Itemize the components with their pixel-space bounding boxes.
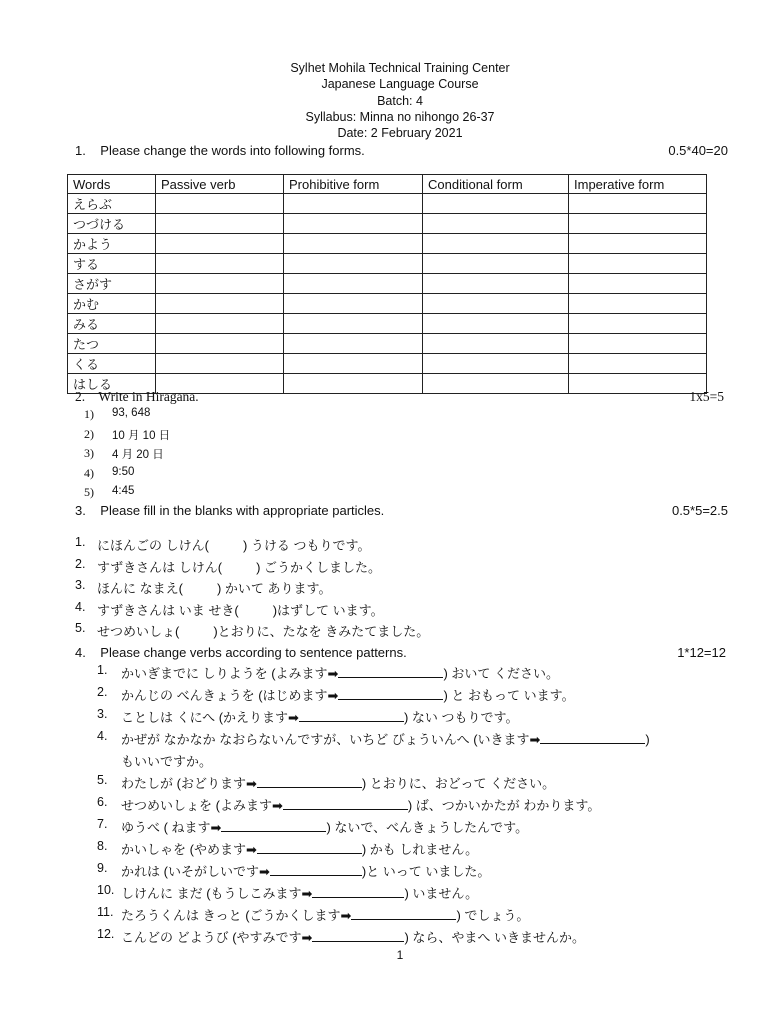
answer-cell[interactable]: [569, 234, 707, 254]
sentence: [121, 773, 555, 795]
answer-blank[interactable]: [270, 862, 362, 876]
item-number: 2.: [97, 685, 108, 699]
item-number: 10.: [97, 883, 115, 897]
sentence: [121, 861, 490, 883]
list-item: [75, 621, 429, 643]
answer-cell[interactable]: [569, 274, 707, 294]
question-number: 3.: [75, 503, 86, 518]
sentence: [121, 795, 600, 817]
list-item: [97, 861, 650, 883]
word-cell: みる: [68, 314, 156, 334]
word-cell: くる: [68, 354, 156, 374]
item-number: 7.: [97, 817, 108, 831]
list-item: [97, 685, 650, 707]
answer-cell[interactable]: [284, 254, 423, 274]
sentence: [121, 707, 518, 729]
answer-cell[interactable]: [569, 294, 707, 314]
answer-cell[interactable]: [284, 274, 423, 294]
sentence-start: せつめいしょ(: [97, 624, 180, 639]
sentence-end: ) でしょう。: [456, 908, 530, 923]
item-number: 5.: [75, 621, 86, 635]
list-item: [84, 485, 170, 505]
question-2-marks: 1x5=5: [689, 389, 724, 404]
sentence: [121, 663, 559, 685]
sentence-end: ) ない つもりです。: [403, 710, 519, 725]
table-row: [68, 294, 707, 314]
answer-blank[interactable]: [338, 664, 443, 678]
verb-forms-table: [67, 174, 707, 394]
sentence-start: かいぎまでに しりようを (よみます➡: [121, 666, 339, 681]
sentence-end: ) うける つもりです。: [242, 538, 371, 553]
question-number: 4.: [75, 645, 86, 660]
list-item: [97, 883, 650, 905]
sentence-start: たろうくんは きっと (ごうかくします➡: [121, 908, 352, 923]
question-3: [75, 503, 384, 518]
list-item: [75, 557, 429, 579]
answer-blank[interactable]: [540, 730, 645, 744]
answer-blank[interactable]: [299, 708, 404, 722]
sentence-end: ) いません。: [404, 886, 479, 901]
item-number: 11.: [97, 905, 114, 919]
item-number: 2.: [75, 556, 86, 571]
table-row: [68, 334, 707, 354]
item-number: 1.: [97, 663, 108, 677]
table-row: [68, 274, 707, 294]
item-number: 8.: [97, 839, 108, 853]
document-header: [0, 60, 768, 141]
answer-blank[interactable]: [257, 840, 362, 854]
word-cell: さがす: [68, 274, 156, 294]
table-row: [68, 354, 707, 374]
sentence-end: ): [645, 732, 650, 747]
answer-cell[interactable]: [156, 274, 284, 294]
sentence-end: ) おいて ください。: [443, 666, 560, 681]
word-cell: かむ: [68, 294, 156, 314]
item-number: 1): [84, 407, 94, 421]
item-number: 3.: [97, 707, 108, 721]
particle-blank[interactable]: [222, 557, 256, 579]
list-item: [97, 729, 650, 773]
sentence-start: ことしは くにへ (かえります➡: [121, 710, 299, 725]
sentence-start: せつめいしょを (よみます➡: [121, 798, 283, 813]
list-item: [97, 905, 650, 927]
list-item: [97, 839, 650, 861]
item-text: 4:45: [112, 485, 135, 497]
sentence-start: かれは (いそがしいです➡: [121, 864, 270, 879]
list-item: [75, 535, 429, 557]
question-2: [75, 389, 199, 405]
answer-cell[interactable]: [284, 374, 423, 394]
answer-blank[interactable]: [257, 774, 362, 788]
word-cell: かよう: [68, 234, 156, 254]
answer-cell[interactable]: [423, 214, 569, 234]
word-cell: たつ: [68, 334, 156, 354]
particle-blank[interactable]: [209, 535, 243, 557]
page-number: 1: [396, 948, 404, 962]
answer-cell[interactable]: [423, 314, 569, 334]
sentence-continuation: もいいですか。: [121, 754, 213, 769]
sentence-end: ) とおりに、おどって ください。: [361, 776, 556, 791]
answer-cell[interactable]: [423, 374, 569, 394]
date: Date: 2 February 2021: [337, 126, 463, 141]
sentence: [121, 729, 650, 773]
sentence: [121, 905, 529, 927]
item-number: 5): [84, 485, 94, 499]
answer-cell[interactable]: [284, 234, 423, 254]
sentence-start: ほんに なまえ(: [97, 581, 183, 596]
table-row: [68, 234, 707, 254]
sentence-start: ゆうべ ( ねます➡: [121, 820, 222, 835]
answer-cell[interactable]: [569, 334, 707, 354]
word-cell: する: [68, 254, 156, 274]
syllabus: Syllabus: Minna no nihongo 26-37: [305, 109, 495, 124]
column-header: Conditional form: [423, 175, 569, 194]
answer-cell[interactable]: [156, 214, 284, 234]
course-name: Japanese Language Course: [321, 77, 479, 92]
answer-cell[interactable]: [569, 214, 707, 234]
column-header: Words: [68, 175, 156, 194]
list-item: [97, 773, 650, 795]
sentence-end: ) なら、やまへ いきませんか。: [404, 930, 586, 945]
sentence-end: ) ないで、べんきょうしたんです。: [326, 820, 529, 835]
question-text: Please fill in the blanks with appropriate particles.: [100, 503, 385, 518]
answer-cell[interactable]: [569, 254, 707, 274]
table-row: [68, 314, 707, 334]
list-item: [75, 600, 429, 622]
sentence-end: )とおりに、たなを きみたてました。: [213, 624, 430, 639]
item-number: 9.: [97, 861, 108, 875]
question-4: [75, 645, 407, 660]
item-number: 5.: [97, 773, 108, 787]
item-text: 9:50: [112, 465, 135, 478]
school-name: Sylhet Mohila Technical Training Center: [290, 61, 510, 75]
word-cell: えらぶ: [68, 194, 156, 214]
question-number: 2.: [75, 389, 86, 404]
answer-cell[interactable]: [156, 294, 284, 314]
item-number: 4): [84, 465, 94, 480]
answer-cell[interactable]: [423, 254, 569, 274]
particle-blank[interactable]: [179, 621, 213, 643]
sentence: [121, 883, 478, 905]
sentence-end: ) と おもって います。: [443, 688, 575, 703]
sentence-end: )はずして います。: [272, 602, 384, 618]
answer-cell[interactable]: [156, 354, 284, 374]
sentence-start: こんどの どようび (やすみです➡: [121, 930, 313, 945]
answer-cell[interactable]: [423, 194, 569, 214]
sentence-start: すずきさんは いま せき(: [97, 602, 239, 618]
table-row: [68, 214, 707, 234]
item-number: 12.: [97, 927, 115, 941]
list-item: [97, 795, 650, 817]
answer-blank[interactable]: [221, 818, 326, 832]
question-4-marks: 1*12=12: [677, 645, 726, 660]
answer-blank[interactable]: [283, 796, 408, 810]
particle-blank[interactable]: [239, 600, 273, 622]
sentence: [121, 927, 585, 949]
answer-cell[interactable]: [284, 334, 423, 354]
sentence-end: )と いって いました。: [361, 864, 491, 879]
answer-cell[interactable]: [423, 334, 569, 354]
question-1-marks: 0.5*40=20: [668, 143, 728, 158]
answer-cell[interactable]: [284, 214, 423, 234]
column-header: Imperative form: [569, 175, 707, 194]
table-row: [68, 194, 707, 214]
answer-cell[interactable]: [284, 194, 423, 214]
particle-blank[interactable]: [183, 578, 217, 600]
question-number: 1.: [75, 143, 86, 158]
list-item: [84, 407, 170, 427]
list-item: [97, 707, 650, 729]
answer-cell[interactable]: [156, 194, 284, 214]
list-item: [84, 446, 170, 466]
question-text: Please change verbs according to sentence patterns.: [100, 645, 407, 660]
sentence-start: かんじの べんきょうを (はじめます➡: [121, 688, 339, 703]
sentence: [121, 685, 575, 707]
sentence-start: しけんに まだ (もうしこみます➡: [121, 886, 313, 901]
item-number: 4.: [97, 729, 108, 743]
batch: Batch: 4: [377, 93, 423, 108]
answer-cell[interactable]: [284, 314, 423, 334]
sentence-start: にほんごの しけん(: [97, 538, 209, 553]
item-text: 10 月 10 日: [112, 429, 171, 442]
sentence-end: ) ば、つかいかたが わかります。: [407, 798, 601, 813]
list-item: [97, 927, 650, 949]
word-cell: はしる: [68, 374, 156, 394]
answer-blank[interactable]: [312, 928, 404, 942]
answer-cell[interactable]: [284, 294, 423, 314]
list-item: [75, 578, 429, 600]
answer-blank[interactable]: [351, 906, 456, 920]
question-text: Please change the words into following forms.: [100, 143, 365, 158]
hiragana-list: [84, 407, 170, 505]
sentence: [121, 817, 528, 839]
question-text: Write in Hiragana.: [98, 389, 199, 404]
item-number: 4.: [75, 599, 86, 614]
table-header-row: [68, 175, 707, 194]
list-item: [84, 427, 170, 447]
sentence-end: ) かいて あります。: [216, 581, 332, 596]
list-item: [84, 466, 170, 486]
answer-cell[interactable]: [423, 354, 569, 374]
question-3-marks: 0.5*5=2.5: [671, 503, 728, 518]
item-text: 4 月 20 日: [112, 449, 164, 461]
sentence-start: わたしが (おどります➡: [121, 776, 257, 791]
list-item: [97, 817, 650, 839]
list-item: [97, 663, 650, 685]
answer-cell[interactable]: [569, 374, 707, 394]
answer-cell[interactable]: [156, 314, 284, 334]
item-number: 6.: [97, 795, 108, 809]
answer-blank[interactable]: [312, 884, 404, 898]
answer-cell[interactable]: [423, 274, 569, 294]
sentence-start: かぜが なかなか なおらないんですが、いちど びょういんへ (いきます➡: [121, 732, 541, 747]
answer-cell[interactable]: [423, 294, 569, 314]
table-row: [68, 254, 707, 274]
answer-blank[interactable]: [338, 686, 443, 700]
answer-cell[interactable]: [284, 354, 423, 374]
answer-cell[interactable]: [423, 234, 569, 254]
sentence-patterns-list: [97, 663, 650, 949]
item-number: 3.: [75, 578, 86, 592]
sentence-start: かいしゃを (やめます➡: [121, 842, 257, 857]
item-text: 93, 648: [112, 407, 151, 419]
answer-cell[interactable]: [156, 254, 284, 274]
item-number: 2): [84, 426, 94, 441]
sentence: [121, 839, 478, 861]
sentence-end: ) かも しれません。: [361, 842, 479, 857]
answer-cell[interactable]: [569, 314, 707, 334]
item-number: 1.: [75, 535, 86, 549]
answer-cell[interactable]: [156, 234, 284, 254]
answer-cell[interactable]: [569, 354, 707, 374]
item-number: 3): [84, 446, 94, 460]
column-header: Passive verb: [156, 175, 284, 194]
answer-cell[interactable]: [156, 334, 284, 354]
word-cell: つづける: [68, 214, 156, 234]
question-1: [75, 143, 365, 158]
sentence-start: すずきさんは しけん(: [97, 559, 223, 575]
answer-cell[interactable]: [569, 194, 707, 214]
sentence-end: ) ごうかくしました。: [256, 559, 382, 575]
column-header: Prohibitive form: [284, 175, 423, 194]
particles-list: [75, 535, 429, 643]
